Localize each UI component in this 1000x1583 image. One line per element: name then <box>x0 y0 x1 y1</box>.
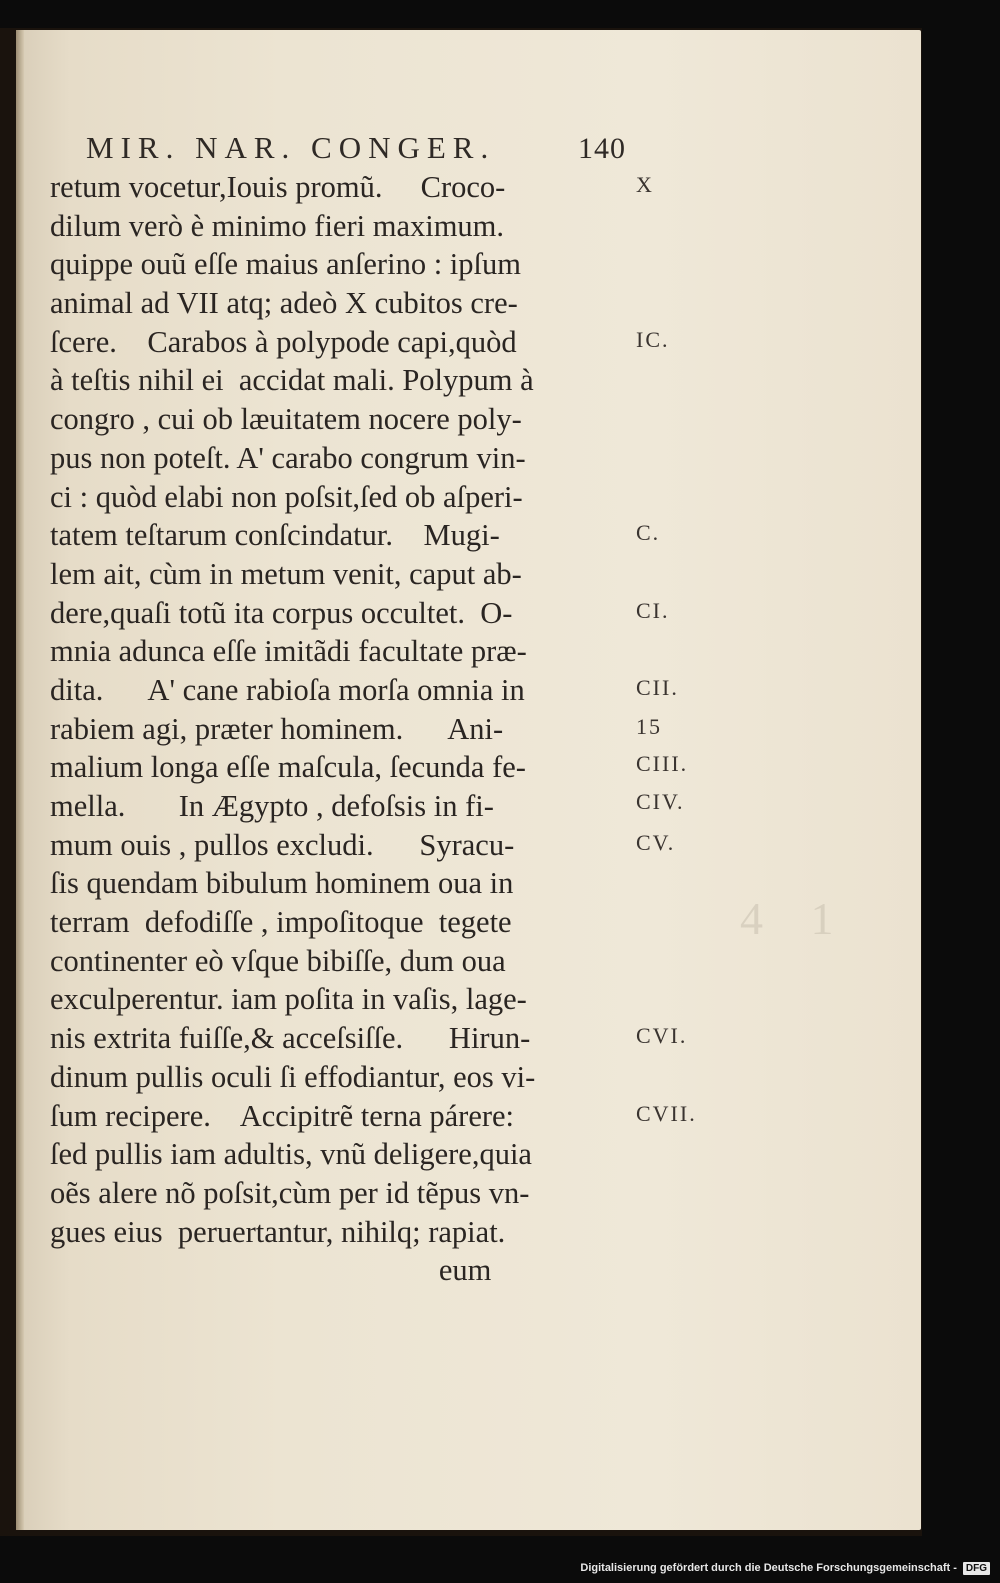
text-line <box>50 323 670 362</box>
text-line <box>50 594 670 633</box>
page-gutter <box>16 30 24 1530</box>
text-line <box>50 671 670 710</box>
text-line <box>50 980 670 1019</box>
margin-note: CIII. <box>636 750 689 776</box>
text-line-content: quippe ouũ eſſe maius anſerino : ipſum <box>50 247 521 282</box>
text-line <box>50 1097 670 1136</box>
text-line <box>50 826 670 865</box>
text-line-content: ſcere. Carabos à polypode capi,quòd <box>50 324 517 359</box>
text-line-content: mum ouis , pullos excludi. Syracu- <box>50 827 515 862</box>
text-line <box>50 207 670 246</box>
text-line <box>50 555 670 594</box>
text-line <box>50 748 670 787</box>
text-line-content: oẽs alere nõ poſsit,cùm per id tẽpus vn- <box>50 1175 530 1210</box>
text-line <box>50 1135 670 1174</box>
text-line <box>50 787 670 826</box>
text-line <box>50 439 670 478</box>
page-number: 140 <box>578 132 626 165</box>
text-line-content: ſum recipere. Accipitrẽ terna párere: <box>50 1098 515 1133</box>
text-line <box>50 245 670 284</box>
text-line-content: nis extrita fuiſſe,& acceſsiſſe. Hirun- <box>50 1021 531 1056</box>
text-line-content: dinum pullis oculi ſi effodiantur, eos vi- <box>50 1059 536 1094</box>
text-line-content: dere,quaſi totũ ita corpus occultet. O- <box>50 595 513 630</box>
margin-note: CVI. <box>636 1023 688 1049</box>
text-line-content: dita. A' cane rabioſa morſa omnia in <box>50 672 525 707</box>
margin-note: CVII. <box>636 1100 697 1126</box>
text-line-content: eum <box>50 1253 492 1288</box>
text-line <box>50 361 670 400</box>
digitization-footer <box>580 1557 990 1579</box>
text-line-content: retum vocetur,Iouis promũ. Croco- <box>50 170 506 204</box>
text-line-content: ci : quòd elabi non poſsit,ſed ob aſperi- <box>50 479 523 514</box>
text-line-content: lem ait, cùm in metum venit, caput ab- <box>50 556 522 591</box>
running-head-title: MIR. NAR. CONGER. <box>86 130 496 165</box>
text-line <box>50 1058 670 1097</box>
text-line-content: gues eius peruertantur, nihilq; rapiat. <box>50 1214 506 1249</box>
margin-note: CIV. <box>636 789 685 815</box>
text-line-content: ſed pullis iam adultis, vnũ deligere,quia <box>50 1137 532 1172</box>
text-line <box>50 168 670 207</box>
margin-note: IC. <box>636 326 670 352</box>
margin-note: 15 <box>636 713 662 739</box>
text-line <box>50 400 670 439</box>
running-head <box>86 130 626 166</box>
footer-credit: Digitalisierung gefördert durch die Deutsche Forschungsgemeinschaft - <box>580 1562 957 1574</box>
text-line-content: exculperentur. iam poſita in vaſis, lage- <box>50 982 527 1017</box>
dfg-logo: DFG <box>963 1562 990 1575</box>
text-line-content: pus non poteſt. A' carabo congrum vin- <box>50 440 526 475</box>
margin-note: CV. <box>636 829 676 855</box>
margin-note: CII. <box>636 675 679 701</box>
text-line-content: mnia adunca eſſe imitãdi facultate præ- <box>50 634 527 669</box>
text-line-content: tatem teſtarum conſcindatur. Mugi- <box>50 518 500 553</box>
body-text <box>50 168 670 1290</box>
margin-note: X <box>636 172 654 197</box>
text-line <box>50 903 670 942</box>
text-line <box>50 516 670 555</box>
text-line-content: congro , cui ob læuitatem nocere poly- <box>50 402 522 437</box>
text-line <box>50 1019 670 1058</box>
text-line <box>50 284 670 323</box>
text-line-content: continenter eò vſque bibiſſe, dum oua <box>50 943 506 978</box>
text-line-content: mella. In Ægypto , defoſsis in fi- <box>50 789 494 823</box>
margin-note: C. <box>636 520 661 546</box>
text-line-content: animal ad VII atq; adeò X cubitos cre- <box>50 286 518 321</box>
text-line <box>50 1213 670 1252</box>
text-line-content: terram defodiſſe , impoſitoque tegete <box>50 905 512 940</box>
text-line-content: à teſtis nihil ei accidat mali. Polypum à <box>50 363 534 398</box>
text-line <box>50 864 670 903</box>
text-line-content: malium longa eſſe maſcula, ſecunda fe- <box>50 750 526 785</box>
stain-marks: 4 1 <box>740 893 852 944</box>
margin-note: CI. <box>636 597 670 623</box>
text-line <box>50 1251 670 1290</box>
text-line <box>50 942 670 981</box>
text-line <box>50 478 670 517</box>
text-line-content: dilum verò è minimo fieri maximum. <box>50 208 505 243</box>
text-line <box>50 710 670 749</box>
text-line <box>50 632 670 671</box>
text-line-content: ſis quendam bibulum hominem oua in <box>50 866 514 901</box>
text-line <box>50 1174 670 1213</box>
text-line-content: rabiem agi, præter hominem. Ani- <box>50 711 504 746</box>
